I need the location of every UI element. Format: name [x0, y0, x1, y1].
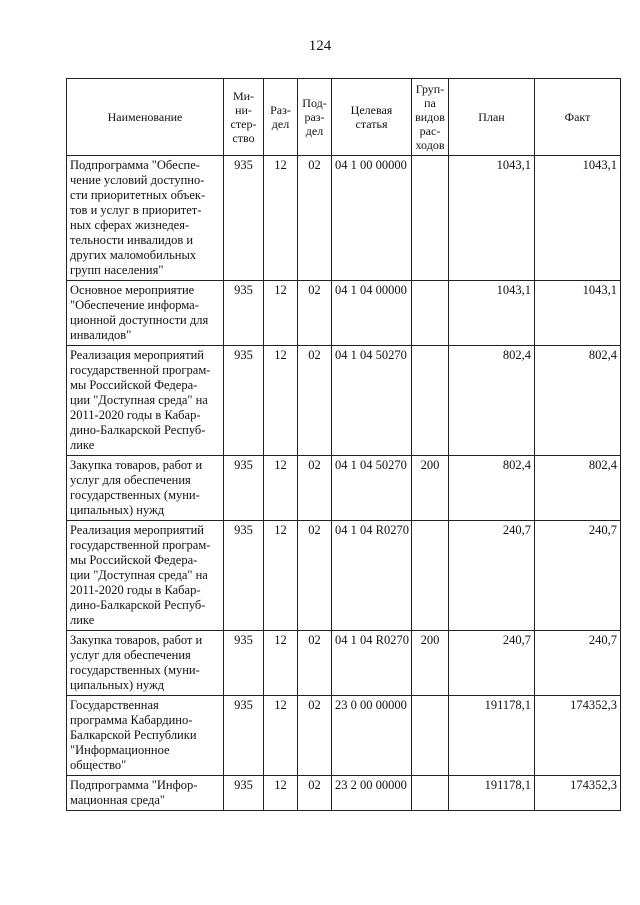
cell-expense-group: 200 [412, 456, 449, 521]
cell-subsection: 02 [298, 156, 332, 281]
cell-expense-group [412, 521, 449, 631]
header-line: раз- [304, 110, 325, 124]
cell-subsection: 02 [298, 456, 332, 521]
cell-fact: 1043,1 [535, 281, 621, 346]
header-ministry [224, 79, 264, 156]
cell-fact: 1043,1 [535, 156, 621, 281]
table-row [67, 456, 621, 521]
header-line: па [424, 96, 436, 110]
cell-plan: 802,4 [449, 456, 535, 521]
cell-expense-group [412, 346, 449, 456]
cell-subsection: 02 [298, 631, 332, 696]
header-line: Груп- [415, 82, 445, 96]
header-name [67, 79, 224, 156]
cell-ministry: 935 [224, 521, 264, 631]
table-row [67, 346, 621, 456]
header-line: ни- [235, 103, 252, 117]
header-line: План [478, 110, 505, 124]
cell-section: 12 [264, 456, 298, 521]
header-target-item [332, 79, 412, 156]
cell-target-item: 04 1 04 50270 [332, 346, 412, 456]
cell-section: 12 [264, 346, 298, 456]
cell-ministry: 935 [224, 346, 264, 456]
table-header-row [67, 79, 621, 156]
page-number: 124 [308, 38, 332, 54]
header-line: дел [271, 117, 290, 131]
cell-target-item: 04 1 04 R0270 [332, 521, 412, 631]
cell-section: 12 [264, 156, 298, 281]
table-body [67, 156, 621, 811]
cell-ministry: 935 [224, 156, 264, 281]
header-line: Ми- [232, 89, 255, 103]
cell-plan: 240,7 [449, 521, 535, 631]
cell-section: 12 [264, 696, 298, 776]
header-line: статья [355, 117, 388, 131]
cell-target-item: 04 1 04 R0270 [332, 631, 412, 696]
table-row [67, 281, 621, 346]
cell-target-item: 04 1 04 00000 [332, 281, 412, 346]
cell-section: 12 [264, 281, 298, 346]
header-line: Наименование [107, 110, 183, 124]
header-line: рас- [419, 124, 441, 138]
cell-fact: 174352,3 [535, 776, 621, 811]
header-line: ходов [415, 138, 445, 152]
cell-target-item: 04 1 04 50270 [332, 456, 412, 521]
header-line: видов [415, 110, 445, 124]
header-line: Факт [564, 110, 591, 124]
cell-plan: 191178,1 [449, 776, 535, 811]
cell-plan: 1043,1 [449, 156, 535, 281]
cell-expense-group: 200 [412, 631, 449, 696]
header-subsection [298, 79, 332, 156]
cell-plan: 802,4 [449, 346, 535, 456]
cell-target-item: 04 1 00 00000 [332, 156, 412, 281]
cell-fact: 802,4 [535, 346, 621, 456]
cell-name: Подпрограмма "Обеспе- чение условий доступно- сти приоритетных объек- тов и услуг в приоритет- ных сферах жизнедея- тельности инвалидов и других маломобильных групп населения" [67, 156, 224, 281]
cell-target-item: 23 0 00 00000 [332, 696, 412, 776]
table-row [67, 776, 621, 811]
cell-section: 12 [264, 521, 298, 631]
cell-name: Закупка товаров, работ и услуг для обеспечения государственных (муни- ципальных) нужд [67, 631, 224, 696]
cell-fact: 240,7 [535, 521, 621, 631]
cell-expense-group [412, 776, 449, 811]
table-row [67, 631, 621, 696]
cell-plan: 191178,1 [449, 696, 535, 776]
cell-name: Реализация мероприятий государственной програм- мы Российской Федера- ции "Доступная среда" на 2011-2020 годы в Кабар- дино-Балкарской Респуб- лике [67, 521, 224, 631]
table-row [67, 156, 621, 281]
header-line: Под- [302, 96, 327, 110]
cell-subsection: 02 [298, 696, 332, 776]
cell-name: Подпрограмма "Инфор- мационная среда" [67, 776, 224, 811]
cell-name: Реализация мероприятий государственной програм- мы Российской Федера- ции "Доступная среда" на 2011-2020 годы в Кабар- дино-Балкарской Респуб- лике [67, 346, 224, 456]
header-line: Целевая [350, 103, 393, 117]
header-line: стер- [230, 117, 257, 131]
cell-fact: 174352,3 [535, 696, 621, 776]
cell-section: 12 [264, 631, 298, 696]
cell-expense-group [412, 281, 449, 346]
cell-expense-group [412, 156, 449, 281]
cell-subsection: 02 [298, 521, 332, 631]
cell-subsection: 02 [298, 281, 332, 346]
header-fact [535, 79, 621, 156]
header-section [264, 79, 298, 156]
cell-ministry: 935 [224, 696, 264, 776]
table-row [67, 521, 621, 631]
cell-subsection: 02 [298, 776, 332, 811]
table-row [67, 696, 621, 776]
cell-name: Государственная программа Кабардино- Балкарской Республики "Информационное общество" [67, 696, 224, 776]
cell-section: 12 [264, 776, 298, 811]
budget-table [66, 78, 621, 811]
cell-ministry: 935 [224, 631, 264, 696]
cell-target-item: 23 2 00 00000 [332, 776, 412, 811]
cell-ministry: 935 [224, 281, 264, 346]
header-plan [449, 79, 535, 156]
header-line: ство [232, 131, 255, 145]
cell-ministry: 935 [224, 776, 264, 811]
cell-subsection: 02 [298, 346, 332, 456]
cell-plan: 240,7 [449, 631, 535, 696]
cell-expense-group [412, 696, 449, 776]
header-line: дел [305, 124, 324, 138]
header-expense-group [412, 79, 449, 156]
cell-name: Основное мероприятие "Обеспечение информа- ционной доступности для инвалидов" [67, 281, 224, 346]
header-line: Раз- [270, 103, 291, 117]
cell-ministry: 935 [224, 456, 264, 521]
cell-plan: 1043,1 [449, 281, 535, 346]
cell-fact: 240,7 [535, 631, 621, 696]
cell-fact: 802,4 [535, 456, 621, 521]
cell-name: Закупка товаров, работ и услуг для обеспечения государственных (муни- ципальных) нужд [67, 456, 224, 521]
